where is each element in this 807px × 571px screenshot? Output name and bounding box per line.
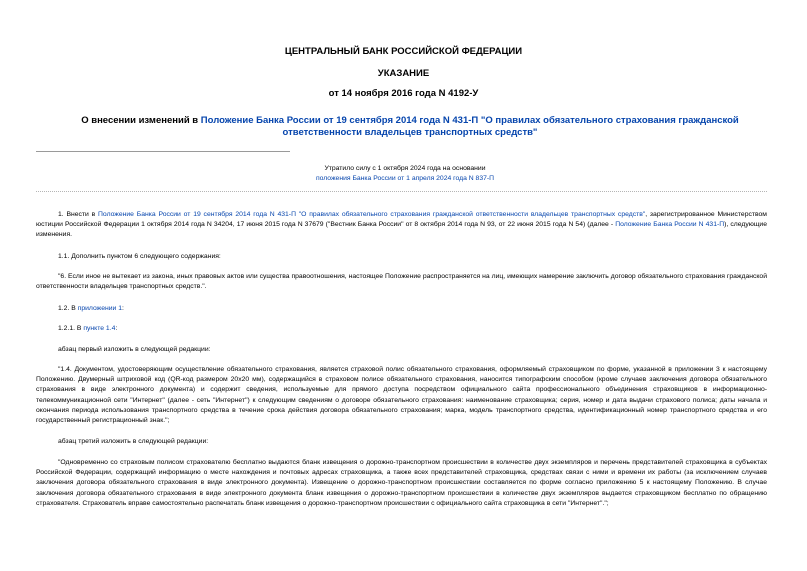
title-link[interactable]: Положение Банка России от 19 сентября 2014 года N 431-П "О правилах обязательного страхования гражданской ответственности владельцев транспортных средств" [200,115,739,138]
document-title [80,115,740,139]
status-text: Утратило силу с 1 октября 2024 года на основании [324,165,486,172]
paragraph-1-2 [58,304,124,314]
status-note [300,164,510,184]
status-link[interactable]: положения Банка России от 1 апреля 2024 года N 837-П [315,175,495,182]
p4-suffix: : [122,305,124,312]
paragraph-third-instruction: абзац третий изложить в следующей редакции: [58,438,209,445]
paragraph-6-new: "6. Если иное не вытекает из закона, иных правовых актов или существа правоотношения, настоящее Положение распространяется на лиц, имеющих намерение заключить договор обязательного страхования гражданской ответственности владельцев транспортных средств.". [36,273,767,291]
p1-suffix: ), следующие изменения. [36,221,767,239]
title-prefix: О внесении изменений в [81,115,201,126]
paragraph-1-4-text: "1.4. Документом, удостоверяющим осуществление обязательного страхования, является страховой полис обязательного страхования, оформляемый страховщиком по форме, указанной в приложении 3 к настоящему Положению. Двумерный штриховой код (QR-код размером 20x20 мм), содержащийся в страховом полисе обязательного страхования, наносится типографским способом (кроме случаев заключения договора обязательного страхования в виде электронного документа) и содержит сведения, используемые для прямого доступа посредством официального сайта профессионального объединения страховщиков в информационно-телекоммуникационной сети "Интернет" (далее - сеть "Интернет") к следующим сведениям о договоре обязательного страхования: наименование страховщика; серия, номер и дата выдачи страхового полиса; даты начала и окончания периода использования транспортного средства в течение срока действия договора обязательного страхования; марка, модель транспортного средства, идентификационный номер транспортного средства и его государственный регистрационный знак."; [36,366,767,425]
document-type: УКАЗАНИЕ [377,68,430,79]
appendix-1-link[interactable]: приложении 1 [77,305,123,312]
document-date-number: от 14 ноября 2016 года N 4192-У [328,88,479,99]
paragraph-1-1: 1.1. Дополнить пунктом 6 следующего содержания: [58,253,221,260]
paragraph-1 [36,210,767,241]
title-divider [36,151,290,152]
p1-prefix: 1. Внести в [58,211,99,218]
p4-prefix: 1.2. В [58,305,78,312]
paragraph-1-2-1 [58,324,117,334]
issuing-organization: ЦЕНТРАЛЬНЫЙ БАНК РОССИЙСКОЙ ФЕДЕРАЦИИ [284,46,523,57]
p5-suffix: : [115,325,118,332]
p1-link-short[interactable]: Положение Банка России N 431-П [615,221,725,229]
paragraph-third-text: "Одновременно со страховым полисом страхователю бесплатно выдаются бланк извещения о дорожно-транспортном происшествии в количестве двух экземпляров и перечень представителей страховщика в субъектах Российской Федерации, содержащий информацию о месте нахождения и почтовых адресах страховщика, а также всех представителей страховщика, средствах связи с ними и времени их работы (за исключением случаев заключения договора обязательного страхования в виде электронного документа). Извещение о дорожно-транспортном происшествии составляется по форме согласно приложению 5 к настоящему Положению. В случае заключения договора обязательного страхования в виде электронного документа бланк извещения о дорожно-транспортном происшествии в количестве двух экземпляров выдается страховщиком бесплатно по обращению страхователя. Страхователь вправе самостоятельно распечатать бланк извещения о дорожно-транспортном происшествии с официального сайта страховщика в сети "Интернет"."; [36,459,767,507]
paragraph-first-instruction: абзац первый изложить в следующей редакции: [58,346,211,353]
p5-prefix: 1.2.1. В [58,325,84,332]
p1-link-regulation[interactable]: Положение Банка России от 19 сентября 2014 года N 431-П "О правилах обязательного страхования гражданской ответственности владельцев транспортных средств" [98,211,646,218]
status-divider [36,191,767,192]
p1-middle: , зарегистрированное Министерством юстиции Российской Федерации 1 октября 2014 года N 34204, 17 июня 2015 года N 37679 ("Вестник Банка России" от 8 октября 2014 года N 93, от 22 июня 2015 года N 54) (далее - [36,211,767,229]
clause-1-4-link[interactable]: пункте 1.4 [83,325,116,332]
